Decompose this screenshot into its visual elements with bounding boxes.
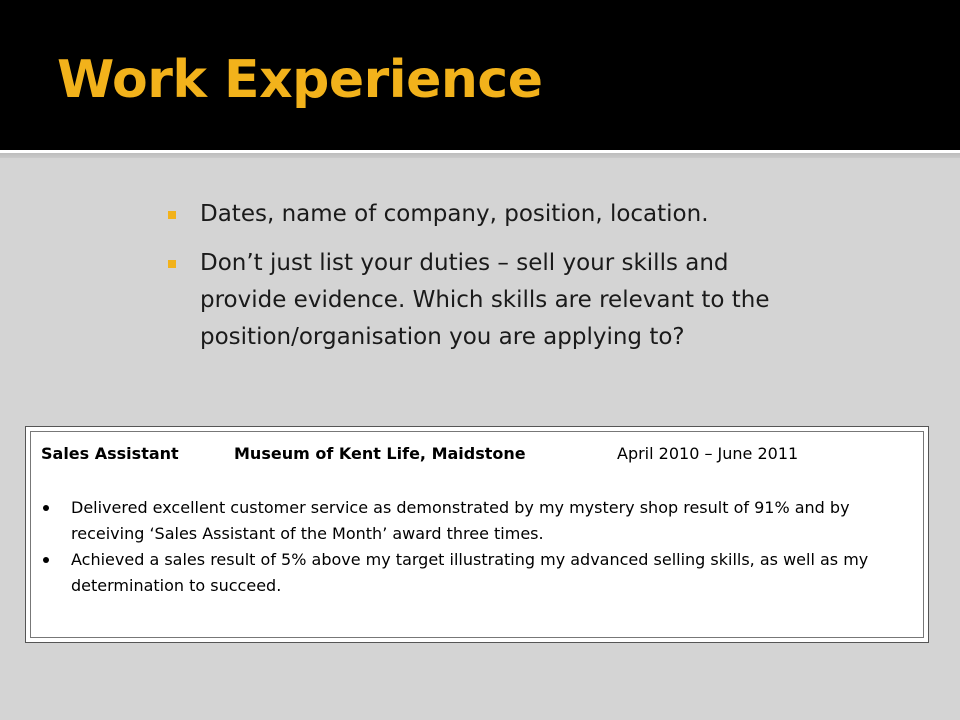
job-company: Museum of Kent Life, Maidstone: [234, 444, 526, 463]
job-dates: April 2010 – June 2011: [617, 444, 799, 463]
job-bullet-list: [41, 495, 911, 599]
bullet-item: [168, 196, 808, 233]
example-box: [25, 426, 929, 643]
slide-title: Work Experience: [57, 50, 543, 110]
bullet-item: [168, 245, 808, 356]
job-role: Sales Assistant: [41, 444, 179, 463]
dot-bullet-icon: [43, 557, 49, 563]
bullet-list: [168, 196, 808, 368]
job-bullet: [41, 495, 911, 547]
bullet-text: Don’t just list your duties – sell your skills and provide evidence. Which skills are relevant to the position/organisation you are applying to?: [200, 250, 770, 350]
example-box-inner: [30, 431, 924, 638]
dot-bullet-icon: [43, 505, 49, 511]
bullet-text: Dates, name of company, position, location.: [200, 201, 709, 227]
square-bullet-icon: [168, 211, 176, 219]
job-bullet-text: Delivered excellent customer service as demonstrated by my mystery shop result of 91% and by receiving ‘Sales Assistant of the Month’ award three times.: [71, 498, 850, 543]
square-bullet-icon: [168, 260, 176, 268]
job-bullet-text: Achieved a sales result of 5% above my target illustrating my advanced selling skills, as well as my determination to succeed.: [71, 550, 869, 595]
job-bullet: [41, 547, 911, 599]
title-divider: [0, 150, 960, 158]
